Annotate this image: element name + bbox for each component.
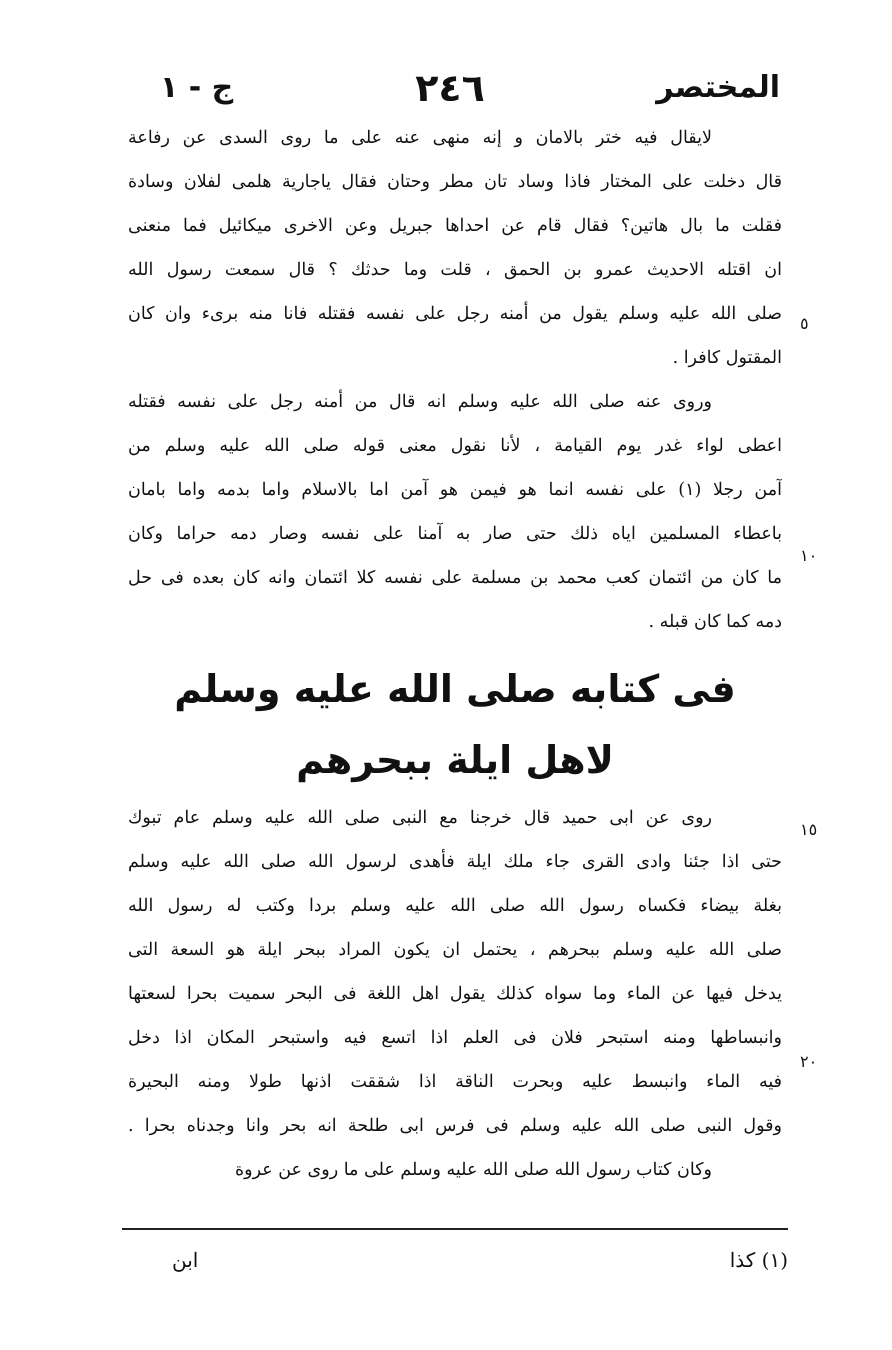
text-line: لايقال فيه ختر بالامان و إنه منهى عنه على ما روى السدى عن رفاعة <box>128 128 712 148</box>
line-number-20: ٢٠ <box>800 1052 818 1071</box>
text-line: صلى الله عليه وسلم يقول من أمنه رجل على نفسه فقتله فانا منه برىء وان كان <box>128 304 782 324</box>
text-line: ما كان من ائتمان كعب محمد بن مسلمة على نفسه كلا ائتمان وانه كان بعده فى حل <box>128 568 782 588</box>
text-line: باعطاء المسلمين اياه ذلك حتى صار به آمنا على نفسه وصار دمه حراما وكان <box>128 524 782 544</box>
volume-label: ج - ١ <box>160 70 234 105</box>
text-line: صلى الله عليه وسلم ببحرهم ، يحتمل ان يكون المراد ببحر ايلة هو السعة التى <box>128 940 782 960</box>
footnote-marker: (١) كذا <box>729 1248 788 1272</box>
text-line: وقول النبى صلى الله عليه وسلم فى فرس ابى طلحة انه بحر وانا وجدناه بحرا . <box>128 1116 782 1136</box>
line-number-15: ١٥ <box>800 820 818 839</box>
line-number-5: ٥ <box>800 314 809 333</box>
text-line: اعطى لواء غدر يوم القيامة ، لأنا نقول معنى قوله صلى الله عليه وسلم من <box>128 436 782 456</box>
text-line: وكان كتاب رسول الله صلى الله عليه وسلم على ما روى عن عروة <box>234 1160 712 1180</box>
text-line: بغلة بيضاء فكساه رسول الله صلى الله عليه وسلم بردا وكتب له رسول الله <box>128 896 782 916</box>
text-line: وانبساطها ومنه استبحر فلان فى العلم اذا اتسع فيه واستبحر المكان اذا دخل <box>128 1028 782 1048</box>
text-line: فيه الماء وانبسط عليه وبحرت الناقة اذا شققت اذنها طولا ومنه البحيرة <box>128 1072 782 1092</box>
footnote-divider <box>122 1228 788 1230</box>
text-line: يدخل فيها عن الماء وما سواه كذلك يقول اهل اللغة فى البحر سميت بحرا لسعتها <box>128 984 782 1004</box>
footnote <box>122 1248 788 1288</box>
footnote-correction: ابن <box>172 1248 199 1272</box>
text-line: ان اقتله الاحديث عمرو بن الحمق ، قلت وما حدثك ؟ قال سمعت رسول الله <box>128 260 782 280</box>
text-line: فقلت ما بال هاتين؟ فقال قام عن احداها جبريل وعن الاخرى ميكائيل فما منعنى <box>128 216 782 236</box>
line-number-10: ١٠ <box>800 546 818 565</box>
text-line: حتى اذا جئنا وادى القرى جاء ملك ايلة فأهدى لرسول الله صلى الله عليه وسلم <box>128 852 782 872</box>
page-header <box>120 62 780 114</box>
text-line: وروى عنه صلى الله عليه وسلم انه قال من أمنه رجل على نفسه فقتله <box>128 392 712 412</box>
text-line: دمه كما كان قبله . <box>648 612 782 632</box>
section-heading-line-1: فى كتابه صلى الله عليه وسلم <box>174 667 736 711</box>
section-heading-line-2: لاهل ايلة ببحرهم <box>296 738 614 782</box>
running-title: المختصر <box>656 70 780 105</box>
text-line: آمن رجلا (١) على نفسه انما هو فيمن هو آمن اما بالاسلام واما بدمه واما بامان <box>128 480 782 500</box>
text-body <box>128 116 782 1192</box>
text-line: قال دخلت على المختار فاذا وساد تان مطر وحتان فقال ياجارية هلمى لفلان وسادة <box>128 172 782 192</box>
text-line: روى عن ابى حميد قال خرجنا مع النبى صلى الله عليه وسلم عام تبوك <box>128 808 712 828</box>
text-line: المقتول كافرا . <box>672 348 782 368</box>
page-number: ٢٤٦ <box>415 66 485 110</box>
